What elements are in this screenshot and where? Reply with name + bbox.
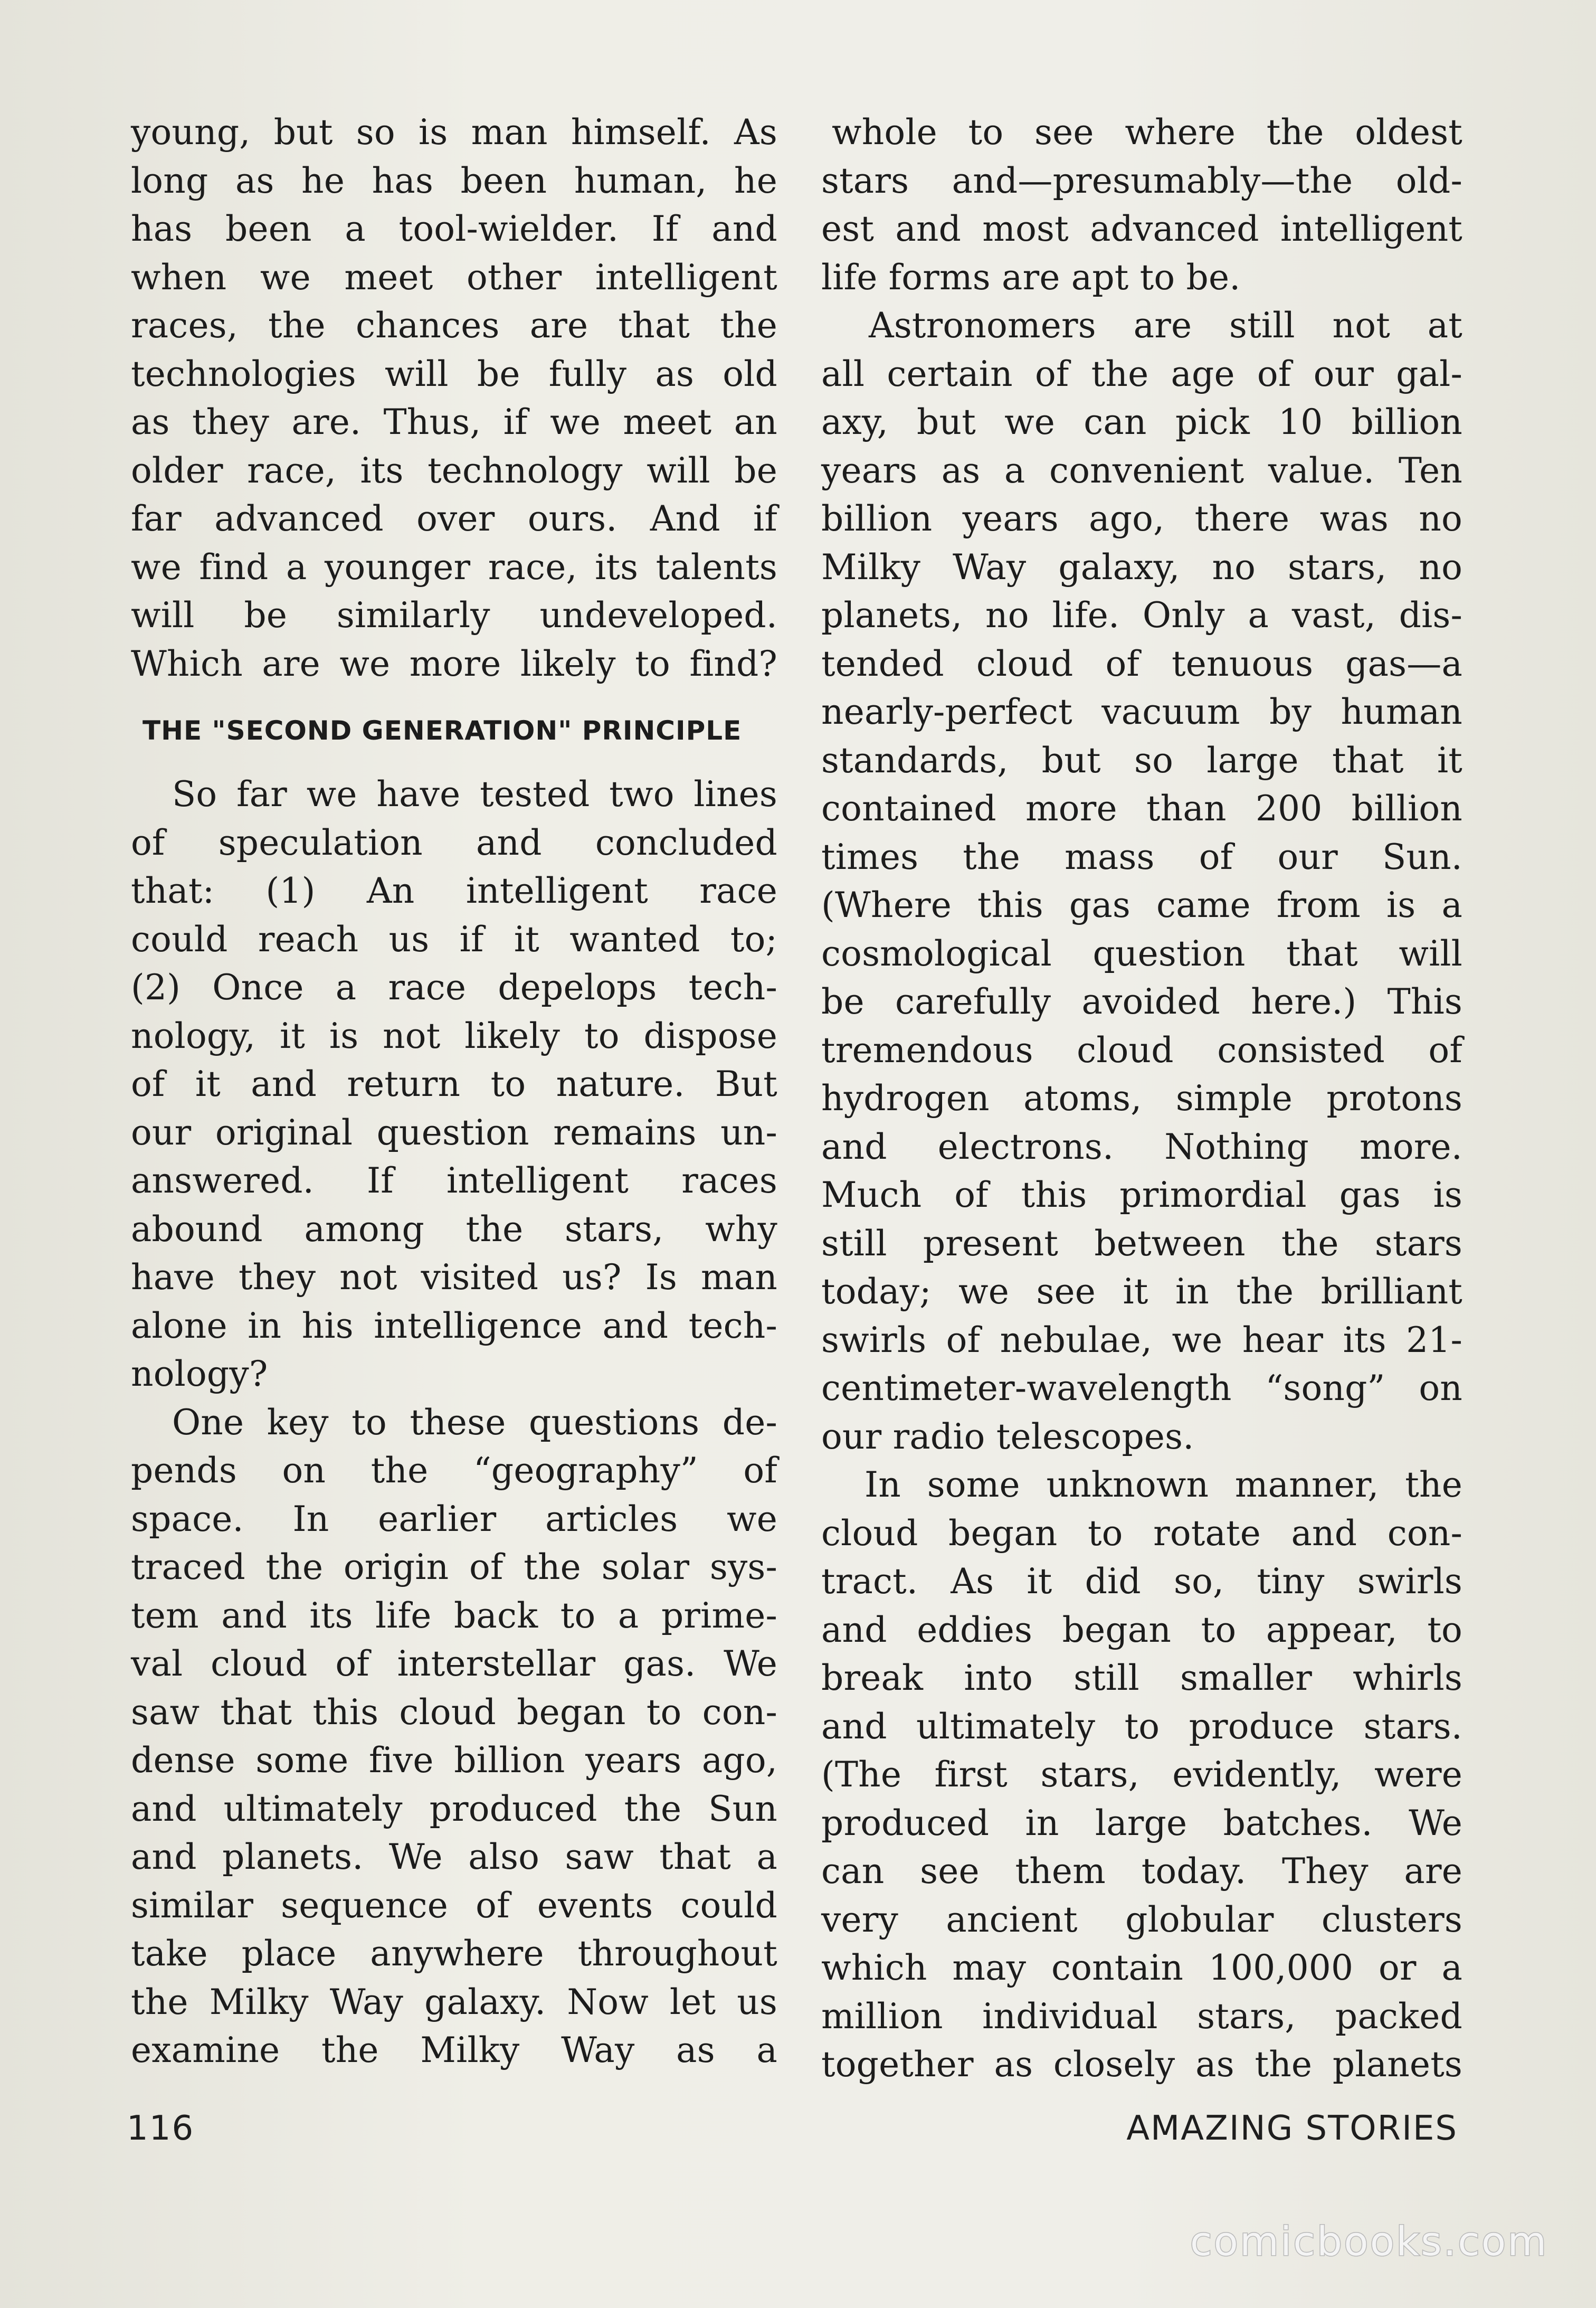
text-line: years as a convenient value. Ten xyxy=(821,450,1462,491)
text-line: and ultimately produced the Sun xyxy=(131,1788,777,1829)
text-line: space. In earlier articles we xyxy=(131,1498,777,1539)
left-column xyxy=(131,108,777,2075)
text-line: (2) Once a race depelops tech- xyxy=(131,967,777,1008)
text-line: contained more than 200 billion xyxy=(821,788,1462,829)
text-line: (The first stars, evidently, were xyxy=(821,1754,1462,1795)
text-line: young, but so is man himself. As xyxy=(131,112,777,153)
text-line: races, the chances are that the xyxy=(131,305,777,346)
text-line: cosmological question that will xyxy=(821,933,1462,974)
text-line: Much of this primordial gas is xyxy=(821,1175,1462,1215)
text-line: long as he has been human, he xyxy=(131,160,777,201)
text-line: take place anywhere throughout xyxy=(131,1933,777,1974)
text-line: billion years ago, there was no xyxy=(821,498,1462,539)
text-line: times the mass of our Sun. xyxy=(821,836,1462,877)
watermark-text: comicbooks.com xyxy=(1190,2218,1548,2265)
text-line: as they are. Thus, if we meet an xyxy=(131,402,777,442)
text-line: hydrogen atoms, simple protons xyxy=(821,1078,1462,1119)
text-line: could reach us if it wanted to; xyxy=(131,919,777,960)
left-paragraph-3 xyxy=(131,1398,777,2075)
text-line: the Milky Way galaxy. Now let us xyxy=(131,1981,777,2022)
right-paragraph-2 xyxy=(821,301,1462,1461)
text-line: technologies will be fully as old xyxy=(131,353,777,394)
text-line: tract. As it did so, tiny swirls xyxy=(821,1561,1462,1602)
text-line: million individual stars, packed xyxy=(821,1995,1462,2037)
text-line: today; we see it in the brilliant xyxy=(821,1271,1462,1312)
text-line: of it and return to nature. But xyxy=(131,1064,777,1104)
left-paragraph-2 xyxy=(131,770,777,1398)
text-line: has been a tool-wielder. If and xyxy=(131,209,777,249)
text-line: examine the Milky Way as a xyxy=(131,2030,777,2070)
text-line: abound among the stars, why xyxy=(131,1208,777,1250)
text-line: saw that this cloud began to con- xyxy=(131,1691,777,1733)
text-line: have they not visited us? Is man xyxy=(131,1257,777,1298)
text-line: So far we have tested two lines xyxy=(172,774,777,815)
watermark-logo xyxy=(1179,2209,1559,2272)
text-line: tremendous cloud consisted of xyxy=(821,1029,1462,1071)
text-line: stars and—presumably—the old- xyxy=(821,160,1462,201)
left-paragraph-1 xyxy=(131,108,777,688)
text-line: and ultimately to produce stars. xyxy=(821,1706,1462,1747)
text-line: of speculation and concluded xyxy=(131,822,777,863)
text-line: we find a younger race, its talents xyxy=(131,546,777,588)
text-line: In some unknown manner, the xyxy=(864,1464,1462,1505)
text-line: Astronomers are still not at xyxy=(869,305,1462,346)
text-line: est and most advanced intelligent xyxy=(821,209,1462,249)
text-line: and eddies began to appear, to xyxy=(821,1609,1462,1650)
text-line: all certain of the age of our gal- xyxy=(821,353,1462,394)
text-line: our original question remains un- xyxy=(131,1112,777,1153)
text-line: traced the origin of the solar sys- xyxy=(131,1547,777,1587)
text-line: nology, it is not likely to dispose xyxy=(131,1015,777,1056)
text-line: Which are we more likely to find? xyxy=(131,643,777,684)
text-line: nearly-perfect vacuum by human xyxy=(821,692,1462,732)
text-line: alone in his intelligence and tech- xyxy=(131,1305,777,1346)
page-number: 116 xyxy=(127,2109,195,2148)
text-line: similar sequence of events could xyxy=(131,1885,777,1926)
text-line: and electrons. Nothing more. xyxy=(821,1126,1462,1167)
text-line: One key to these questions de- xyxy=(172,1402,777,1443)
text-line: will be similarly undeveloped. xyxy=(131,595,777,636)
text-line: nology? xyxy=(131,1354,268,1394)
text-line: far advanced over ours. And if xyxy=(131,498,777,539)
text-line: and planets. We also saw that a xyxy=(131,1837,777,1877)
text-line: Milky Way galaxy, no stars, no xyxy=(821,546,1462,588)
text-line: break into still smaller whirls xyxy=(821,1658,1462,1698)
text-line: answered. If intelligent races xyxy=(131,1160,777,1201)
text-line: that: (1) An intelligent race xyxy=(131,871,777,911)
text-line: swirls of nebulae, we hear its 21- xyxy=(821,1319,1462,1360)
text-line: axy, but we can pick 10 billion xyxy=(821,402,1462,442)
text-line: together as closely as the planets xyxy=(821,2044,1462,2085)
text-line: older race, its technology will be xyxy=(131,450,777,491)
right-column xyxy=(821,108,1462,2089)
running-footer-title: AMAZING STORIES xyxy=(1126,2109,1458,2148)
text-line: can see them today. They are xyxy=(821,1851,1462,1891)
text-line: val cloud of interstellar gas. We xyxy=(131,1643,777,1684)
text-line: life forms are apt to be. xyxy=(821,257,1241,298)
right-paragraph-1 xyxy=(821,108,1462,301)
text-line: our radio telescopes. xyxy=(821,1416,1194,1457)
text-line: very ancient globular clusters xyxy=(821,1899,1462,1940)
text-line: whole to see where the oldest xyxy=(832,112,1462,153)
text-line: produced in large batches. We xyxy=(821,1802,1462,1843)
text-line: planets, no life. Only a vast, dis- xyxy=(821,595,1462,636)
text-line: when we meet other intelligent xyxy=(131,257,777,298)
text-line: centimeter-wavelength “song” on xyxy=(821,1368,1462,1408)
text-line: cloud began to rotate and con- xyxy=(821,1512,1462,1554)
text-line: be carefully avoided here.) This xyxy=(821,981,1462,1022)
text-line: dense some five billion years ago, xyxy=(131,1740,777,1781)
text-line: tended cloud of tenuous gas—a xyxy=(821,643,1462,684)
text-line: still present between the stars xyxy=(821,1223,1462,1264)
text-line: (Where this gas came from is a xyxy=(821,885,1462,925)
section-heading: THE "SECOND GENERATION" PRINCIPLE xyxy=(142,715,742,746)
text-line: which may contain 100,000 or a xyxy=(821,1947,1462,1988)
text-line: standards, but so large that it xyxy=(821,740,1462,781)
text-line: pends on the “geography” of xyxy=(131,1450,777,1491)
right-paragraph-3 xyxy=(821,1461,1462,2089)
text-line: tem and its life back to a prime- xyxy=(131,1595,777,1636)
